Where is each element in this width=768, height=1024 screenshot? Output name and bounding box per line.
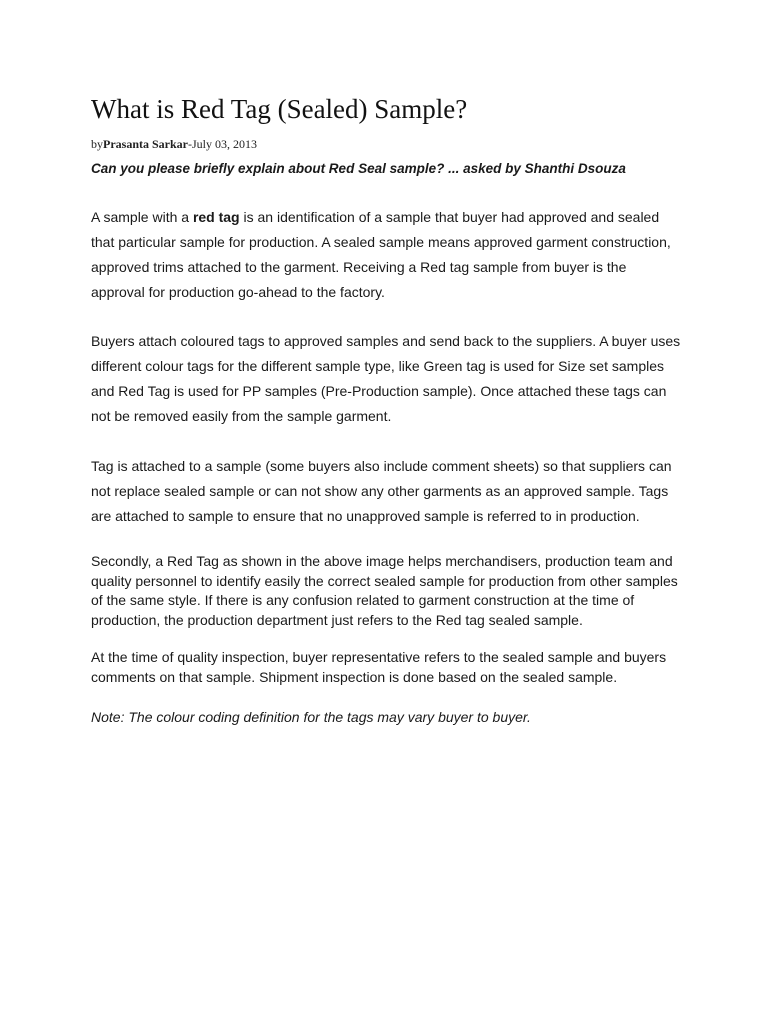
paragraph-coloured-tags: Buyers attach coloured tags to approved samples and send back to the suppliers. A buyer uses different colour tags for the different sample type, like Green tag is used for Size set samples and Red Tag is used for PP samples (Pre-Production sample). Once attached these tags can not be removed easily from the sample garment. [91,333,681,424]
paragraph-quality-inspection: At the time of quality inspection, buyer representative refers to the sealed sample and buyers comments on that sample. Shipment inspection is done based on the sealed sample. [91,649,667,685]
reader-question: Can you please briefly explain about Red Seal sample? ... asked by Shanthi Dsouza [91,161,626,176]
emphasis-red-tag: red tag [192,209,240,225]
author-name: Prasanta Sarkar [103,137,188,151]
publish-date: July 03, 2013 [192,137,258,151]
byline [91,136,257,152]
paragraph-red-tag-definition [91,205,683,305]
closing-note: Note: The colour coding definition for the tags may vary buyer to buyer. [91,709,531,725]
article-title: What is Red Tag (Sealed) Sample? [91,94,468,124]
paragraph-text: is an identification of a sample that buyer had approved and sealed that particular sample for production. A sealed sample means approved garment construction, approved trims attached to the garment. Receiving a Red tag sample from buyer is the approval for production go-ahead to the factory. [91,209,671,300]
byline-separator: - [188,137,192,151]
byline-prefix: by [91,137,103,151]
paragraph-merchandisers: Secondly, a Red Tag as shown in the above image helps merchandisers, production team and quality personnel to identify easily the correct sealed sample for production from other samples of the same style. If there is any confusion related to garment construction at the time of production, the production department just refers to the Red tag sealed sample. [91,553,678,628]
paragraph-text: A sample with a [91,209,193,225]
paragraph-tag-purpose: Tag is attached to a sample (some buyers also include comment sheets) so that suppliers can not replace sealed sample or can not show any other garments as an approved sample. Tags are attached to sample to ensure that no unapproved sample is referred to in production. [91,458,672,524]
